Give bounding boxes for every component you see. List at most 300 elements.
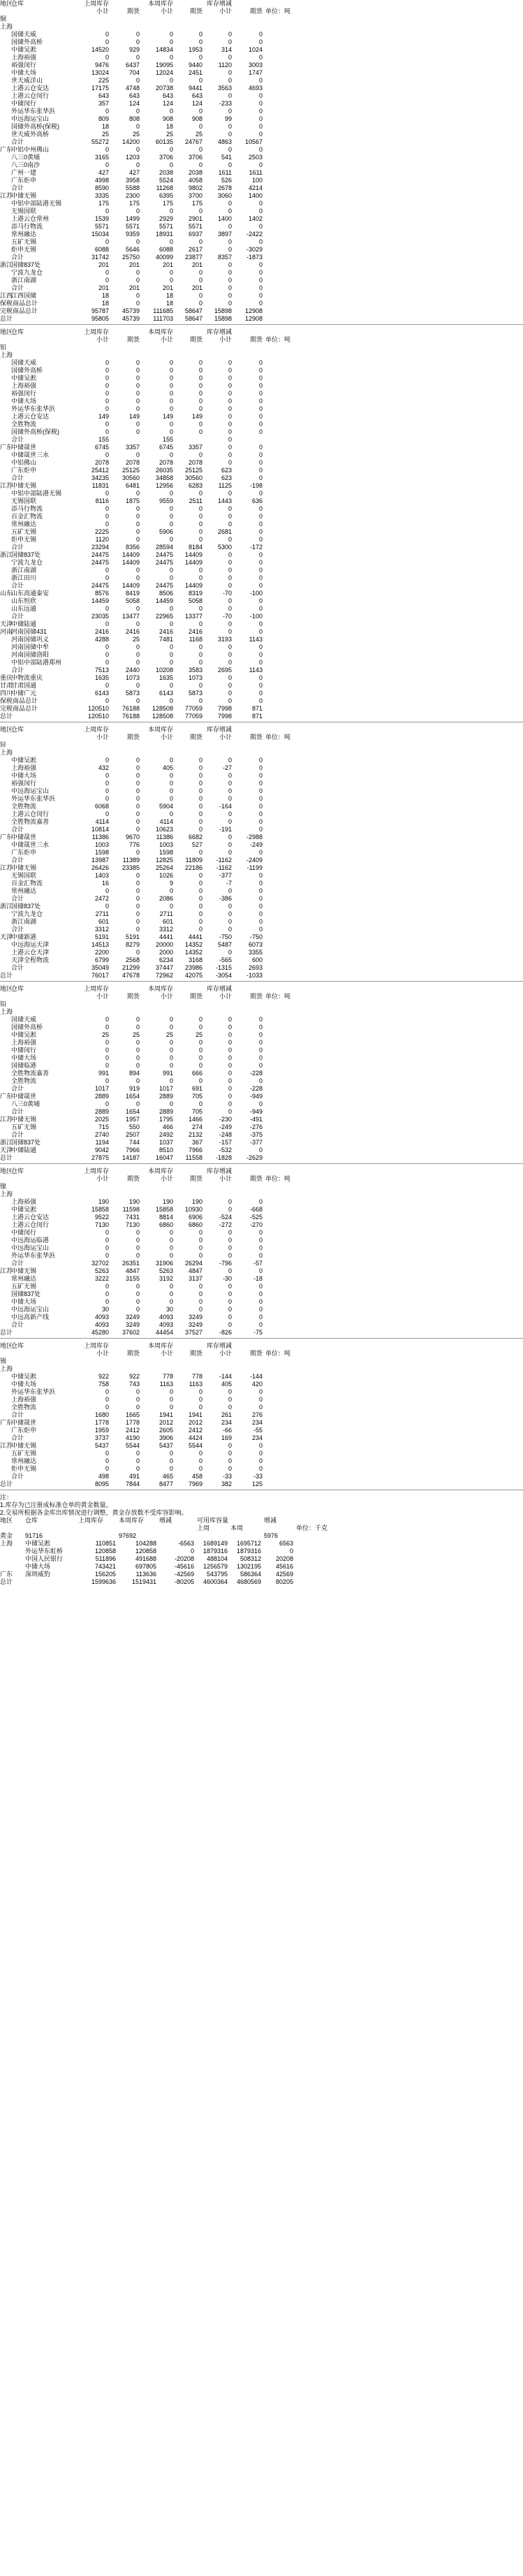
- tin-header-cell: [112, 1342, 140, 1350]
- zinc-cell: 10814: [91, 826, 109, 833]
- zinc-cell: 21299: [121, 964, 140, 971]
- lead-cell: 0: [135, 1054, 140, 1061]
- gold-cell: -45616: [174, 1563, 194, 1570]
- lead-cell: 7966: [188, 1147, 202, 1154]
- copper-cell: 完税商品总计: [0, 307, 38, 314]
- zinc-cell: 2200: [94, 949, 109, 956]
- zinc-cell: 0: [105, 795, 109, 802]
- nickel-cell: 0: [258, 1229, 263, 1236]
- copper-cell: 0: [228, 284, 232, 291]
- zinc-cell: 0: [135, 803, 140, 810]
- zinc-cell: 1003: [159, 841, 173, 848]
- aluminum-cell: [265, 521, 282, 528]
- zinc-cell: 5191: [125, 933, 140, 940]
- aluminum-cell: 23035: [91, 613, 109, 620]
- zinc-cell: -2409: [246, 857, 263, 864]
- tin-cell: 上海: [0, 1365, 13, 1372]
- gold-cell: -6563: [177, 1540, 194, 1547]
- copper-cell: 0: [228, 54, 232, 61]
- copper-cell: 0: [228, 208, 232, 214]
- aluminum-cell: 7998: [217, 713, 232, 720]
- nickel-cell: [0, 1237, 8, 1244]
- aluminum-subheader-cell: 期货: [249, 336, 263, 343]
- tin-cell: 0: [228, 1442, 232, 1449]
- zinc-cell: 浙江南湖: [11, 918, 37, 925]
- nickel-cell: 常州融达: [11, 1275, 37, 1282]
- zinc-cell: 合计: [11, 895, 24, 902]
- lead-cell: 0: [169, 1054, 173, 1061]
- lead-cell: 1037: [159, 1139, 173, 1146]
- copper-cell: 809: [98, 115, 109, 122]
- aluminum-cell: [265, 444, 282, 451]
- tin-header-cell: [235, 1342, 263, 1350]
- copper-cell: [0, 231, 8, 238]
- copper-cell: 2451: [188, 69, 202, 76]
- gold-cell: 总计: [0, 1578, 13, 1585]
- copper-cell: [265, 108, 282, 115]
- zinc-cell: [0, 910, 8, 918]
- copper-cell: [265, 38, 282, 46]
- zinc-cell: [0, 949, 8, 956]
- copper-header-cell: 地区: [0, 0, 13, 7]
- gold-cell: 中储大场: [25, 1563, 51, 1570]
- tin-cell: -144: [249, 1373, 263, 1380]
- aluminum-cell: 0: [198, 643, 202, 650]
- aluminum-cell: [11, 697, 78, 705]
- lead-cell: 总计: [0, 1154, 13, 1161]
- copper-cell: [11, 23, 78, 31]
- lead-cell: [265, 1070, 282, 1077]
- zinc-cell: 裕强闵行: [11, 780, 37, 787]
- zinc-cell: [265, 910, 282, 918]
- aluminum-cell: -172: [249, 544, 263, 551]
- lead-cell: 0: [258, 1024, 263, 1031]
- aluminum-cell: 0: [228, 674, 232, 681]
- copper-cell: 0: [258, 300, 263, 307]
- lead-cell: 0: [258, 1039, 263, 1046]
- gold-cell: 1302195: [236, 1563, 261, 1570]
- tin-cell: 2012: [188, 1419, 202, 1426]
- zinc-cell: 0: [258, 772, 263, 779]
- aluminum-body: [0, 351, 523, 720]
- zinc-cell: 0: [258, 780, 263, 787]
- copper-cell: 6395: [159, 192, 173, 199]
- copper-cell: 3706: [159, 154, 173, 161]
- copper-cell: 0: [198, 300, 202, 307]
- tin-cell: [265, 1450, 282, 1457]
- tin-cell: 0: [198, 1465, 202, 1472]
- aluminum-cell: 0: [198, 536, 202, 543]
- zinc-cell: 600: [251, 956, 263, 963]
- aluminum-cell: 3193: [217, 636, 232, 643]
- zinc-cell: 1598: [159, 849, 173, 856]
- lead-cell: 0: [169, 1100, 173, 1107]
- tin-cell: 0: [135, 1396, 140, 1403]
- aluminum-cell: 河南国储431: [11, 628, 47, 635]
- aluminum-cell: 2416: [125, 628, 140, 635]
- aluminum-cell: 0: [258, 567, 263, 574]
- zinc-cell: 0: [258, 803, 263, 810]
- zinc-cell: 42075: [184, 972, 202, 979]
- aluminum-cell: 0: [228, 459, 232, 466]
- lead-cell: [265, 1108, 282, 1116]
- aluminum-header-cell: [235, 328, 263, 336]
- tin-cell: 0: [228, 1457, 232, 1464]
- zinc-header-cell: [176, 726, 202, 734]
- copper-cell: 12908: [244, 307, 263, 314]
- lead-cell: [265, 1062, 282, 1070]
- lead-cell: [0, 1108, 8, 1116]
- aluminum-cell: 24475: [155, 559, 173, 566]
- nickel-cell: 中远高新产线: [11, 1314, 50, 1320]
- aluminum-cell: 0: [169, 382, 173, 389]
- copper-cell: [205, 23, 232, 31]
- zinc-cell: [265, 895, 282, 903]
- copper-cell: 5571: [159, 223, 173, 230]
- aluminum-cell: 合计: [11, 474, 24, 481]
- copper-cell: 99: [224, 115, 232, 122]
- copper-cell: 0: [198, 123, 202, 130]
- zinc-cell: 2568: [125, 956, 140, 963]
- nickel-cell: 190: [191, 1198, 202, 1205]
- copper-cell: 0: [198, 208, 202, 214]
- aluminum-cell: 广东炬申: [11, 467, 37, 474]
- copper-header-cell: [176, 0, 202, 8]
- aluminum-cell: 0: [135, 659, 140, 666]
- aluminum-cell: 0: [258, 359, 263, 366]
- copper-cell: [265, 231, 282, 238]
- nickel-cell: 0: [258, 1244, 263, 1251]
- aluminum-cell: 0: [228, 382, 232, 389]
- copper-cell: [0, 69, 8, 77]
- tin-cell: [265, 1365, 282, 1373]
- copper-cell: 0: [228, 238, 232, 245]
- copper-cell: 14200: [121, 138, 140, 145]
- nickel-header-cell: [235, 1167, 263, 1175]
- aluminum-cell: 中铝佛山: [11, 459, 37, 466]
- aluminum-subheader-cell: 小计: [96, 336, 109, 343]
- gold-cell: 97692: [119, 1532, 137, 1539]
- aluminum-header-cell: 上周库存: [83, 328, 109, 335]
- copper-cell: 0: [169, 161, 173, 168]
- nickel-metal-row: [0, 1183, 523, 1191]
- copper-cell: 0: [135, 31, 140, 38]
- copper-cell: [0, 154, 8, 161]
- nickel-cell: [265, 1298, 282, 1306]
- aluminum-cell: [142, 351, 173, 359]
- aluminum-cell: 636: [251, 497, 263, 504]
- nickel-cell: 0: [228, 1321, 232, 1328]
- aluminum-cell: 0: [198, 513, 202, 520]
- zinc-cell: 0: [135, 810, 140, 817]
- aluminum-cell: [205, 351, 232, 359]
- copper-cell: 201: [98, 261, 109, 268]
- zinc-cell: 14352: [184, 941, 202, 948]
- nickel-cell: 0: [258, 1252, 263, 1259]
- zinc-cell: 0: [135, 772, 140, 779]
- copper-header-cell: 上周库存: [83, 0, 109, 7]
- aluminum-cell: 0: [135, 536, 140, 543]
- tin-cell: 234: [251, 1419, 263, 1426]
- tin-cell: [0, 1404, 8, 1411]
- lead-cell: 991: [162, 1070, 173, 1077]
- nickel-cell: 0: [105, 1298, 109, 1305]
- copper-cell: [265, 54, 282, 61]
- nickel-subheader-cell: 期货: [126, 1175, 140, 1182]
- copper-cell: 0: [135, 77, 140, 84]
- copper-cell: 0: [258, 54, 263, 61]
- aluminum-cell: [265, 436, 282, 444]
- nickel-cell: -796: [219, 1260, 232, 1267]
- nickel-cell: 0: [105, 1252, 109, 1259]
- nickel-unit: 单位：吨: [265, 1175, 291, 1182]
- aluminum-cell: 0: [258, 659, 263, 666]
- zinc-cell: [0, 772, 8, 780]
- aluminum-cell: 0: [198, 521, 202, 527]
- lead-cell: 705: [191, 1093, 202, 1100]
- nickel-cell: 0: [135, 1306, 140, 1313]
- tin-cell: 0: [135, 1388, 140, 1395]
- tin-cell: 491: [128, 1473, 140, 1480]
- tin-cell: 778: [191, 1373, 202, 1380]
- copper-cell: 0: [228, 277, 232, 284]
- tin-section: [0, 1342, 523, 1492]
- aluminum-cell: 24475: [91, 559, 109, 566]
- copper-cell: [265, 184, 282, 192]
- nickel-cell: [265, 1283, 282, 1290]
- zinc-cell: [0, 918, 8, 926]
- aluminum-cell: 0: [228, 421, 232, 428]
- aluminum-cell: [112, 436, 140, 444]
- gold-cell: 深圳威豹: [25, 1571, 51, 1578]
- zinc-cell: 0: [258, 880, 263, 887]
- aluminum-cell: 中储晟世三水: [11, 451, 50, 458]
- aluminum-cell: 常州融达: [11, 521, 37, 527]
- aluminum-cell: 0: [258, 405, 263, 412]
- tin-cell: 广东炬申: [11, 1427, 37, 1434]
- copper-cell: 0: [258, 77, 263, 84]
- tin-cell: 中储晟世: [11, 1419, 37, 1426]
- aluminum-cell: 22965: [155, 613, 173, 620]
- tin-cell: 8095: [94, 1480, 109, 1487]
- copper-cell: 1402: [248, 215, 263, 222]
- aluminum-cell: [265, 497, 282, 505]
- aluminum-cell: [265, 643, 282, 651]
- copper-cell: 15898: [214, 307, 232, 314]
- aluminum-cell: [265, 374, 282, 382]
- copper-cell: [265, 161, 282, 169]
- copper-header-cell: [112, 0, 140, 8]
- zinc-cell: 527: [191, 841, 202, 848]
- nickel-cell: 0: [135, 1229, 140, 1236]
- copper-cell: 60135: [155, 138, 173, 145]
- tin-cell: 中储大场: [11, 1381, 37, 1388]
- zinc-cell: 2086: [159, 895, 173, 902]
- copper-cell: 广东: [0, 146, 13, 153]
- aluminum-separator: [0, 722, 523, 725]
- tin-cell: [81, 1365, 109, 1373]
- aluminum-cell: -70: [222, 613, 232, 620]
- nickel-cell: 15858: [155, 1206, 173, 1213]
- aluminum-cell: 合计: [11, 544, 24, 551]
- copper-cell: 总计: [0, 315, 13, 322]
- copper-cell: 合计: [11, 138, 24, 145]
- lead-cell: 2889: [94, 1093, 109, 1100]
- aluminum-cell: [0, 505, 8, 513]
- copper-cell: 541: [221, 154, 232, 161]
- tin-cell: [0, 1450, 8, 1457]
- zinc-cell: 3312: [94, 926, 109, 933]
- lead-cell: 2889: [159, 1093, 173, 1100]
- zinc-cell: 0: [198, 818, 202, 825]
- zinc-subheader-cell: 小计: [219, 734, 232, 741]
- aluminum-cell: 0: [169, 605, 173, 612]
- gold-cell: 中储吴淞: [25, 1540, 51, 1547]
- aluminum-cell: [0, 428, 8, 436]
- nickel-cell: 3155: [125, 1275, 140, 1282]
- aluminum-cell: 0: [169, 405, 173, 412]
- nickel-cell: -524: [219, 1214, 232, 1221]
- copper-cell: 1611: [249, 169, 263, 176]
- tin-cell: 922: [128, 1373, 140, 1380]
- gold-cell: 508312: [240, 1555, 261, 1562]
- tin-cell: 0: [258, 1396, 263, 1403]
- tin-cell: -66: [222, 1427, 232, 1434]
- copper-unit: 单位：吨: [265, 8, 291, 15]
- copper-cell: [265, 208, 282, 215]
- zinc-cell: [265, 926, 282, 933]
- aluminum-cell: 0: [258, 690, 263, 697]
- aluminum-cell: [0, 513, 8, 521]
- tin-cell: 1163: [189, 1381, 202, 1388]
- aluminum-cell: [265, 544, 282, 551]
- gold-cell: 120858: [135, 1548, 156, 1555]
- aluminum-cell: 0: [169, 359, 173, 366]
- zinc-cell: [0, 757, 8, 764]
- lead-cell: [0, 1070, 8, 1077]
- zinc-cell: 中储吴淞: [11, 757, 37, 764]
- gold-header-cell: 仓库: [25, 1517, 38, 1524]
- nickel-cell: 45280: [91, 1329, 109, 1336]
- copper-cell: [142, 23, 173, 31]
- aluminum-cell: 0: [169, 513, 173, 520]
- lead-cell: 2025: [94, 1116, 109, 1123]
- zinc-cell: 0: [198, 910, 202, 917]
- zinc-cell: 天津全程物流: [11, 956, 50, 963]
- lead-cell: [81, 1008, 109, 1016]
- aluminum-cell: 155: [162, 436, 173, 443]
- copper-cell: 0: [105, 161, 109, 168]
- copper-cell: 0: [198, 269, 202, 276]
- zinc-cell: 合计: [11, 826, 24, 833]
- zinc-cell: [0, 780, 8, 787]
- lead-cell: 2507: [125, 1131, 140, 1138]
- nickel-cell: 31906: [155, 1260, 173, 1267]
- aluminum-cell: 天津: [0, 620, 13, 627]
- copper-cell: 3335: [94, 192, 109, 199]
- zinc-cell: 天津: [0, 933, 13, 940]
- aluminum-cell: 0: [258, 643, 263, 650]
- lead-cell: 0: [258, 1047, 263, 1054]
- nickel-cell: 10930: [184, 1206, 202, 1213]
- tin-cell: 0: [258, 1388, 263, 1395]
- copper-cell: 15898: [214, 315, 232, 322]
- zinc-cell: 9670: [125, 834, 140, 841]
- copper-cell: 9359: [125, 231, 140, 238]
- copper-cell: 0: [135, 38, 140, 45]
- copper-cell: [0, 138, 8, 146]
- copper-cell: 上港云仓安达: [11, 85, 50, 92]
- tin-cell: 合计: [11, 1411, 24, 1418]
- aluminum-cell: 0: [258, 421, 263, 428]
- aluminum-cell: 7998: [217, 705, 232, 712]
- copper-cell: 9802: [188, 184, 202, 191]
- zinc-cell: 6068: [94, 803, 109, 810]
- nickel-cell: 0: [105, 1237, 109, 1244]
- copper-cell: 0: [228, 269, 232, 276]
- tin-cell: 458: [191, 1473, 202, 1480]
- lead-cell: 八三0黄埔: [11, 1100, 40, 1107]
- aluminum-cell: 中储广元: [11, 690, 37, 697]
- tin-body: [0, 1365, 523, 1488]
- aluminum-cell: [0, 597, 8, 605]
- aluminum-cell: 0: [228, 574, 232, 581]
- zinc-cell: 0: [135, 872, 140, 879]
- aluminum-cell: 0: [135, 528, 140, 535]
- copper-cell: 124: [128, 100, 140, 107]
- aluminum-cell: 1443: [217, 497, 232, 504]
- aluminum-cell: 0: [198, 505, 202, 512]
- aluminum-cell: 0: [258, 628, 263, 635]
- zinc-cell: 9: [169, 880, 173, 887]
- aluminum-cell: 中物流重庆: [11, 674, 43, 681]
- zinc-cell: [0, 895, 8, 903]
- zinc-cell: 0: [135, 895, 140, 902]
- aluminum-cell: 5058: [188, 597, 202, 604]
- aluminum-cell: 0: [169, 567, 173, 574]
- notes-label: 注：: [0, 1494, 13, 1501]
- aluminum-header-cell: [176, 328, 202, 336]
- copper-cell: 中储无锡: [11, 192, 37, 199]
- aluminum-cell: [0, 382, 8, 390]
- copper-cell: 2038: [159, 169, 173, 176]
- nickel-cell: 0: [228, 1198, 232, 1205]
- copper-cell: 常州融达: [11, 231, 37, 238]
- nickel-cell: [265, 1314, 282, 1321]
- copper-cell: 0: [258, 115, 263, 122]
- copper-cell: 4863: [217, 138, 232, 145]
- tin-cell: [265, 1442, 282, 1450]
- zinc-cell: 0: [169, 780, 173, 787]
- copper-cell: 12024: [155, 69, 173, 76]
- aluminum-cell: [265, 382, 282, 390]
- tin-cell: 1778: [125, 1419, 140, 1426]
- copper-cell: 国储外高桥(保税): [11, 123, 59, 130]
- aluminum-cell: 中储吴淞: [11, 374, 37, 381]
- aluminum-cell: [265, 421, 282, 428]
- copper-cell: 18: [101, 292, 109, 299]
- copper-cell: 0: [105, 38, 109, 45]
- copper-cell: [265, 238, 282, 246]
- zinc-cell: 0: [135, 795, 140, 802]
- zinc-cell: 0: [228, 810, 232, 817]
- gold-header-cell: 上周: [197, 1525, 210, 1531]
- tin-cell: [265, 1427, 282, 1434]
- aluminum-cell: 128508: [152, 713, 173, 720]
- zinc-cell: 0: [228, 910, 232, 917]
- aluminum-cell: 0: [228, 367, 232, 374]
- zinc-header-cell: 仓库: [11, 726, 24, 733]
